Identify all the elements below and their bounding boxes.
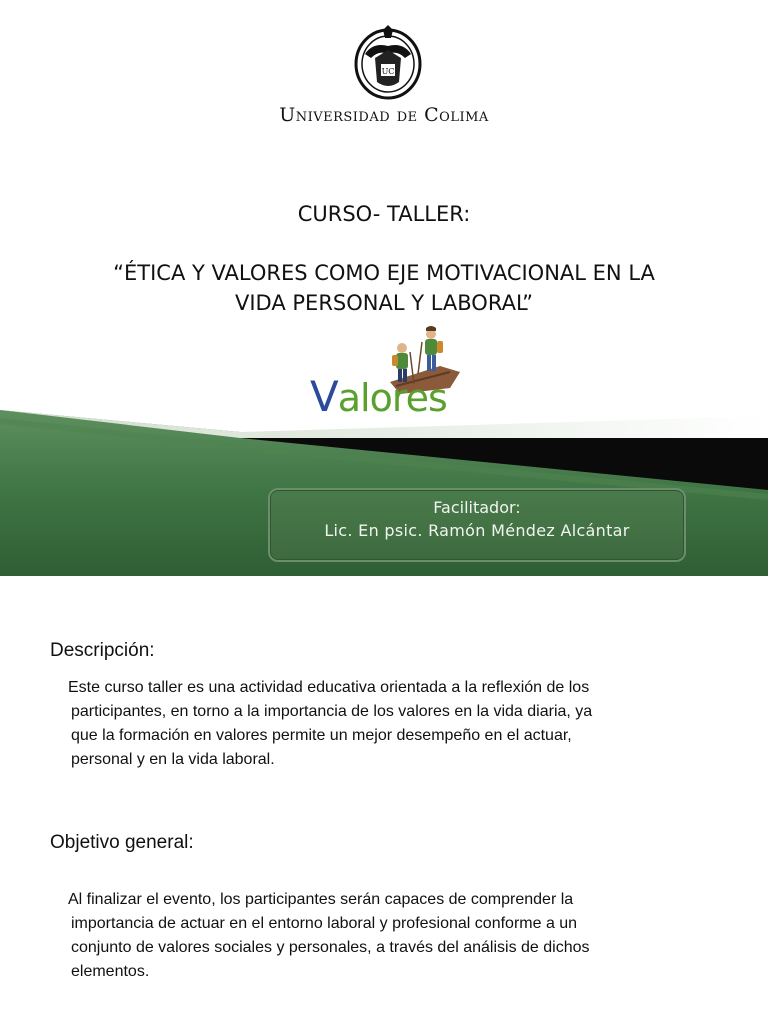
facilitator-name: Lic. En psic. Ramón Méndez Alcántar — [324, 521, 630, 540]
objective-line-4: elementos. — [71, 963, 150, 980]
description-line-4: personal y en la vida laboral. — [71, 751, 275, 768]
course-title-line-1: “ÉTICA Y VALORES COMO EJE MOTIVACIONAL EN LA — [113, 261, 655, 285]
objective-line-2: importancia de actuar en el entorno laboral y profesional conforme a un — [71, 915, 578, 932]
objective-heading: Objetivo general: — [50, 832, 194, 853]
course-title-line-2: VIDA PERSONAL Y LABORAL” — [234, 291, 534, 315]
description-line-2: participantes, en torno a la importancia de los valores en la vida diaria, ya — [71, 703, 593, 720]
course-title — [60, 258, 708, 318]
university-name: Universidad de Colima — [279, 104, 489, 126]
university-seal-logo — [353, 24, 423, 100]
objective-line-1: Al finalizar el evento, los participantes serán capaces de comprender la — [68, 891, 574, 908]
valores-wordmark-initial: V — [310, 372, 338, 421]
valores-wordmark-rest: alores — [337, 376, 447, 420]
description-heading: Descripción: — [50, 640, 155, 661]
objective-line-3: conjunto de valores sociales y personales, a través del análisis de dichos — [71, 939, 590, 956]
description-line-3: que la formación en valores permite un mejor desempeño en el actuar, — [71, 727, 572, 744]
svg-text:UC: UC — [381, 67, 395, 76]
facilitator-box — [268, 488, 686, 562]
course-label: CURSO- TALLER: — [297, 202, 471, 226]
facilitator-label: Facilitador: — [433, 498, 521, 517]
description-line-1: Este curso taller es una actividad educativa orientada a la reflexión de los — [68, 679, 590, 696]
description-paragraph — [68, 676, 728, 772]
objective-paragraph — [68, 888, 720, 984]
